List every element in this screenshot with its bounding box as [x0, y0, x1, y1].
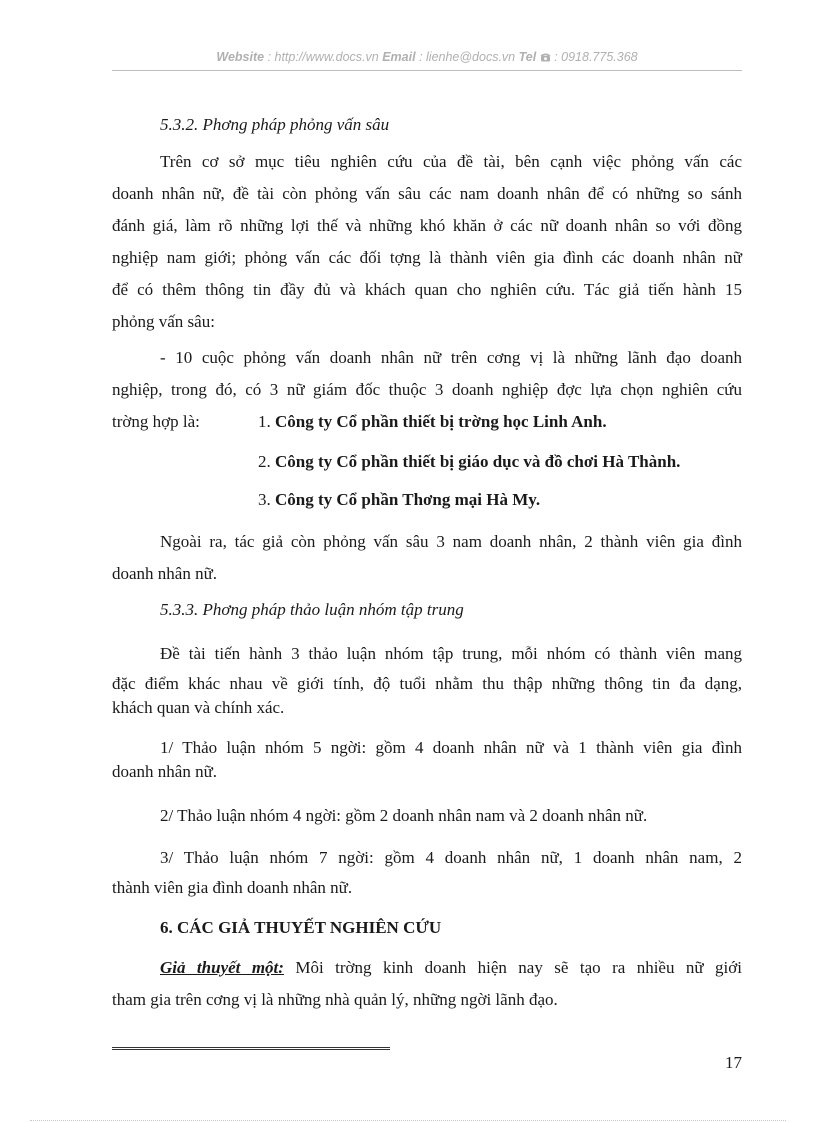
phone-icon: [540, 50, 554, 64]
email-value[interactable]: : lienhe@docs.vn: [419, 50, 516, 64]
paragraph-line: [160, 958, 742, 978]
page-header: [112, 50, 742, 64]
tel-value: : 0918.775.368: [554, 50, 638, 64]
paragraph-line: nghiệp, trong đó, có 3 nữ giám đốc thuộc 3 doanh nghiệp đợc lựa chọn nghiên cứu: [112, 380, 742, 399]
section-heading-6: 6. CÁC GIẢ THUYẾT NGHIÊN CỨU: [160, 918, 442, 937]
company-item-3: [258, 490, 540, 510]
footnote-separator: [112, 1047, 390, 1050]
company-end: .: [602, 412, 607, 431]
paragraph-line: 3/ Thảo luận nhóm 7 ngời: gồm 4 doanh nhân nữ, 1 doanh nhân nam, 2: [160, 848, 742, 867]
paragraph-line: phỏng vấn sâu:: [112, 312, 215, 331]
paragraph-line: trờng hợp là:: [112, 412, 200, 431]
paragraph-line: tham gia trên cơng vị là những nhà quản lý, những ngời lãnh đạo.: [112, 990, 558, 1009]
tel-label: Tel: [518, 50, 537, 64]
company-number: 3.: [258, 490, 271, 509]
paragraph-line: Đề tài tiến hành 3 thảo luận nhóm tập trung, mỗi nhóm có thành viên mang: [160, 644, 742, 663]
company-number: 2.: [258, 452, 271, 471]
paragraph-line: nghiệp nam giới; phỏng vấn các đối tợng là thành viên gia đình các doanh nhân nữ: [112, 248, 742, 267]
header-rule: [112, 70, 742, 71]
paragraph-line: Ngoài ra, tác giả còn phỏng vấn sâu 3 nam doanh nhân, 2 thành viên gia đình: [160, 532, 742, 551]
section-heading-5-3-3: 5.3.3. Phơng pháp thảo luận nhóm tập trung: [160, 600, 464, 619]
company-number: 1.: [258, 412, 271, 431]
email-label: Email: [382, 50, 416, 64]
section-heading-5-3-2: 5.3.2. Phơng pháp phỏng vấn sâu: [160, 115, 390, 134]
paragraph-line: khách quan và chính xác.: [112, 698, 285, 717]
company-item-2: [258, 452, 680, 472]
company-name: Công ty Cổ phần thiết bị giáo dục và đồ chơi Hà Thành.: [275, 452, 681, 471]
paragraph-line: doanh nhân nữ.: [112, 762, 218, 781]
company-name: Công ty Cổ phần Thơng mại Hà My.: [275, 490, 541, 509]
focus-group-2: 2/ Thảo luận nhóm 4 ngời: gồm 2 doanh nhân nam và 2 doanh nhân nữ.: [160, 806, 648, 825]
website-url[interactable]: : http://www.docs.vn: [267, 50, 379, 64]
paragraph-line: đánh giá, làm rõ những lợi thế và những khó khăn ở các nữ doanh nhân so với đồng: [112, 216, 742, 235]
page-number: 17: [725, 1053, 742, 1072]
paragraph-line: - 10 cuộc phỏng vấn doanh nhân nữ trên cơng vị là những lãnh đạo doanh: [160, 348, 742, 367]
paragraph-line: doanh nhân nữ, đề tài còn phỏng vấn sâu các nam doanh nhân để có những so sánh: [112, 184, 742, 203]
page-bottom-border: [30, 1120, 786, 1121]
hypothesis-label: Giả thuyết một:: [160, 958, 284, 977]
company-item-1: [258, 412, 607, 432]
website-label: Website: [216, 50, 265, 64]
company-name: Công ty Cổ phần thiết bị trờng học Linh Anh: [275, 412, 603, 431]
paragraph-line: thành viên gia đình doanh nhân nữ.: [112, 878, 353, 897]
paragraph-line: 1/ Thảo luận nhóm 5 ngời: gồm 4 doanh nhân nữ và 1 thành viên gia đình: [160, 738, 742, 757]
hypothesis-text: Môi trờng kinh doanh hiện nay sẽ tạo ra nhiều nữ giới: [283, 958, 742, 977]
paragraph-line: để có thêm thông tin đầy đủ và khách quan cho nghiên cứu. Tác giả tiến hành 15: [112, 280, 742, 299]
paragraph-line: doanh nhân nữ.: [112, 564, 218, 583]
paragraph-line: Trên cơ sở mục tiêu nghiên cứu của đề tài, bên cạnh việc phỏng vấn các: [160, 152, 742, 171]
paragraph-line: đặc điểm khác nhau về giới tính, độ tuổi nhằm thu thập những thông tin đa dạng,: [112, 674, 742, 693]
